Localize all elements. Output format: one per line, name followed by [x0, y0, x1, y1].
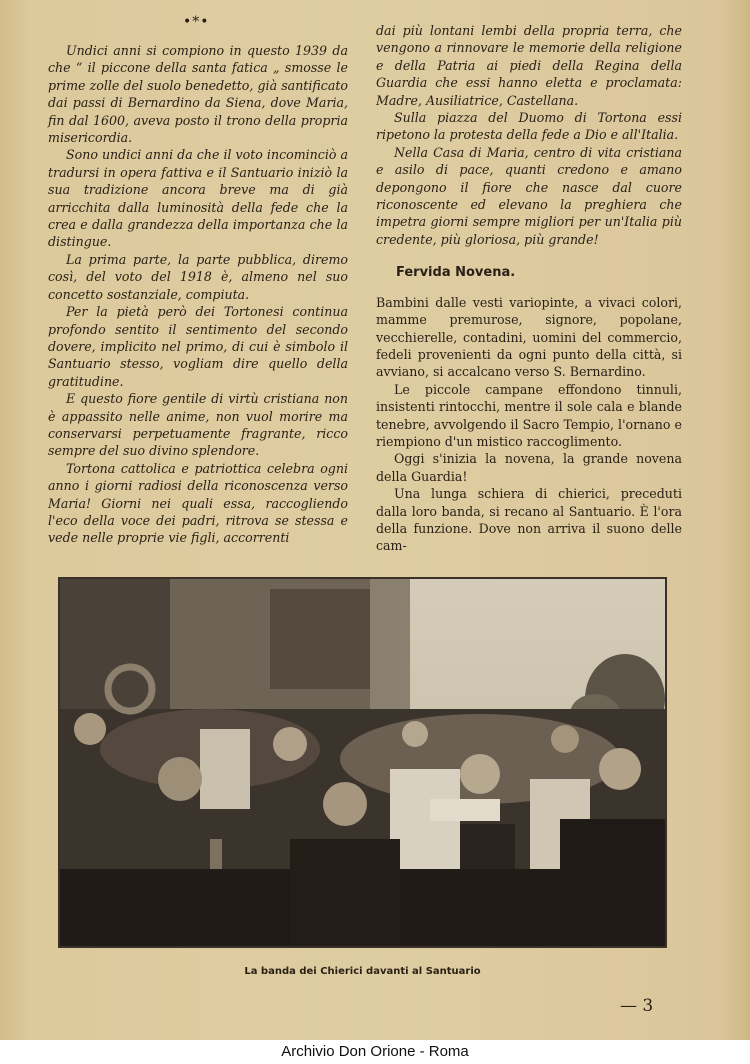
paragraph: Per la pietà però dei Tortonesi continua profondo sentito il sentimento del secondo dovere, implicito nel primo, di cui è simbolo il Santuario stesso, vogliam dire quello della gratitudine.	[48, 304, 348, 389]
paragraph: Bambini dalle vesti variopinte, a vivaci colori, mamme premurose, signore, popolane, vecchierelle, contadini, uomini del commercio, fedeli provenienti da ogni punto della città, si avviano, si accalcano verso S. Bernardino.	[376, 294, 682, 380]
paragraph: Oggi s'inizia la novena, la grande novena della Guardia!	[376, 451, 682, 484]
paragraph: E questo fiore gentile di virtù cristiana non è appassito nelle anime, non vuol morire ma conservarsi perpetuamente fragrante, ricco sempre del suo divino splendore.	[48, 391, 348, 459]
paragraph: Nella Casa di Maria, centro di vita cristiana e asilo di pace, quanti credono e amano depongono il fiore che nasce dal cuore riconoscente ed elevano la preghiera che impetra giorni sempre migliori per un'Italia più credente, più gloriosa, più grande!	[376, 144, 682, 247]
paragraph: Sulla piazza del Duomo di Tortona essi ripetono la protesta della fede a Dio e all'Italia.	[376, 110, 682, 143]
paragraph: Undici anni si compiono in questo 1939 da che “ il piccone della santa fatica „ smosse le prime zolle del suolo benedetto, già santificato dai passi di Bernardino da Siena, dove Maria, fin dal 1600, aveva posto il trono della propria misericordia.	[48, 43, 348, 146]
photo-caption: La banda dei Chierici davanti al Santuario	[244, 966, 481, 977]
photo-image	[60, 579, 665, 946]
left-column	[48, 42, 348, 547]
section-title: Fervida Novena.	[396, 265, 516, 281]
paragraph: dai più lontani lembi della propria terra, che vengono a rinnovare le memorie della religione e della Patria ai piedi della Regina della Guardia che essi hanno eletta e proclamata: Madre, Ausiliatrice, Castellana.	[376, 23, 682, 108]
page-number: — 3	[620, 996, 654, 1016]
paragraph: Le piccole campane effondono tinnuli, insistenti rintocchi, mentre il sole cala e blande tenebre, avvolgendo il Sacro Tempio, l'ornano e riempiono d'un mistico raccoglimento.	[376, 381, 682, 449]
archive-footer: Archivio Don Orione - Roma	[0, 1040, 750, 1064]
ornament: •*•	[183, 14, 210, 30]
paragraph: La prima parte, la parte pubblica, diremo così, del voto del 1918 è, almeno nel suo concetto sostanziale, compiuta.	[48, 251, 348, 302]
paragraph: Tortona cattolica e patriottica celebra ogni anno i giorni radiosi della riconoscenza verso Maria! Giorni nei quali essa, raccogliendo l'eco della voce dei padri, ritrova se stessa e vede nelle proprie vie figli, accorrenti	[48, 460, 348, 546]
right-column	[376, 22, 682, 555]
paragraph: Sono undici anni da che il voto incominciò a tradursi in opera fattiva e il Santuario iniziò la sua tradizione ancora breve ma di già arricchita dalla luminosità della fede che la crea e dalla grandezza della importanza che la distingue.	[48, 147, 348, 250]
photo-band-of-clerics	[58, 577, 667, 948]
paragraph: Una lunga schiera di chierici, preceduti dalla loro banda, si recano al Santuario. È l'ora della funzione. Dove non arriva il suono delle cam-	[376, 486, 682, 554]
